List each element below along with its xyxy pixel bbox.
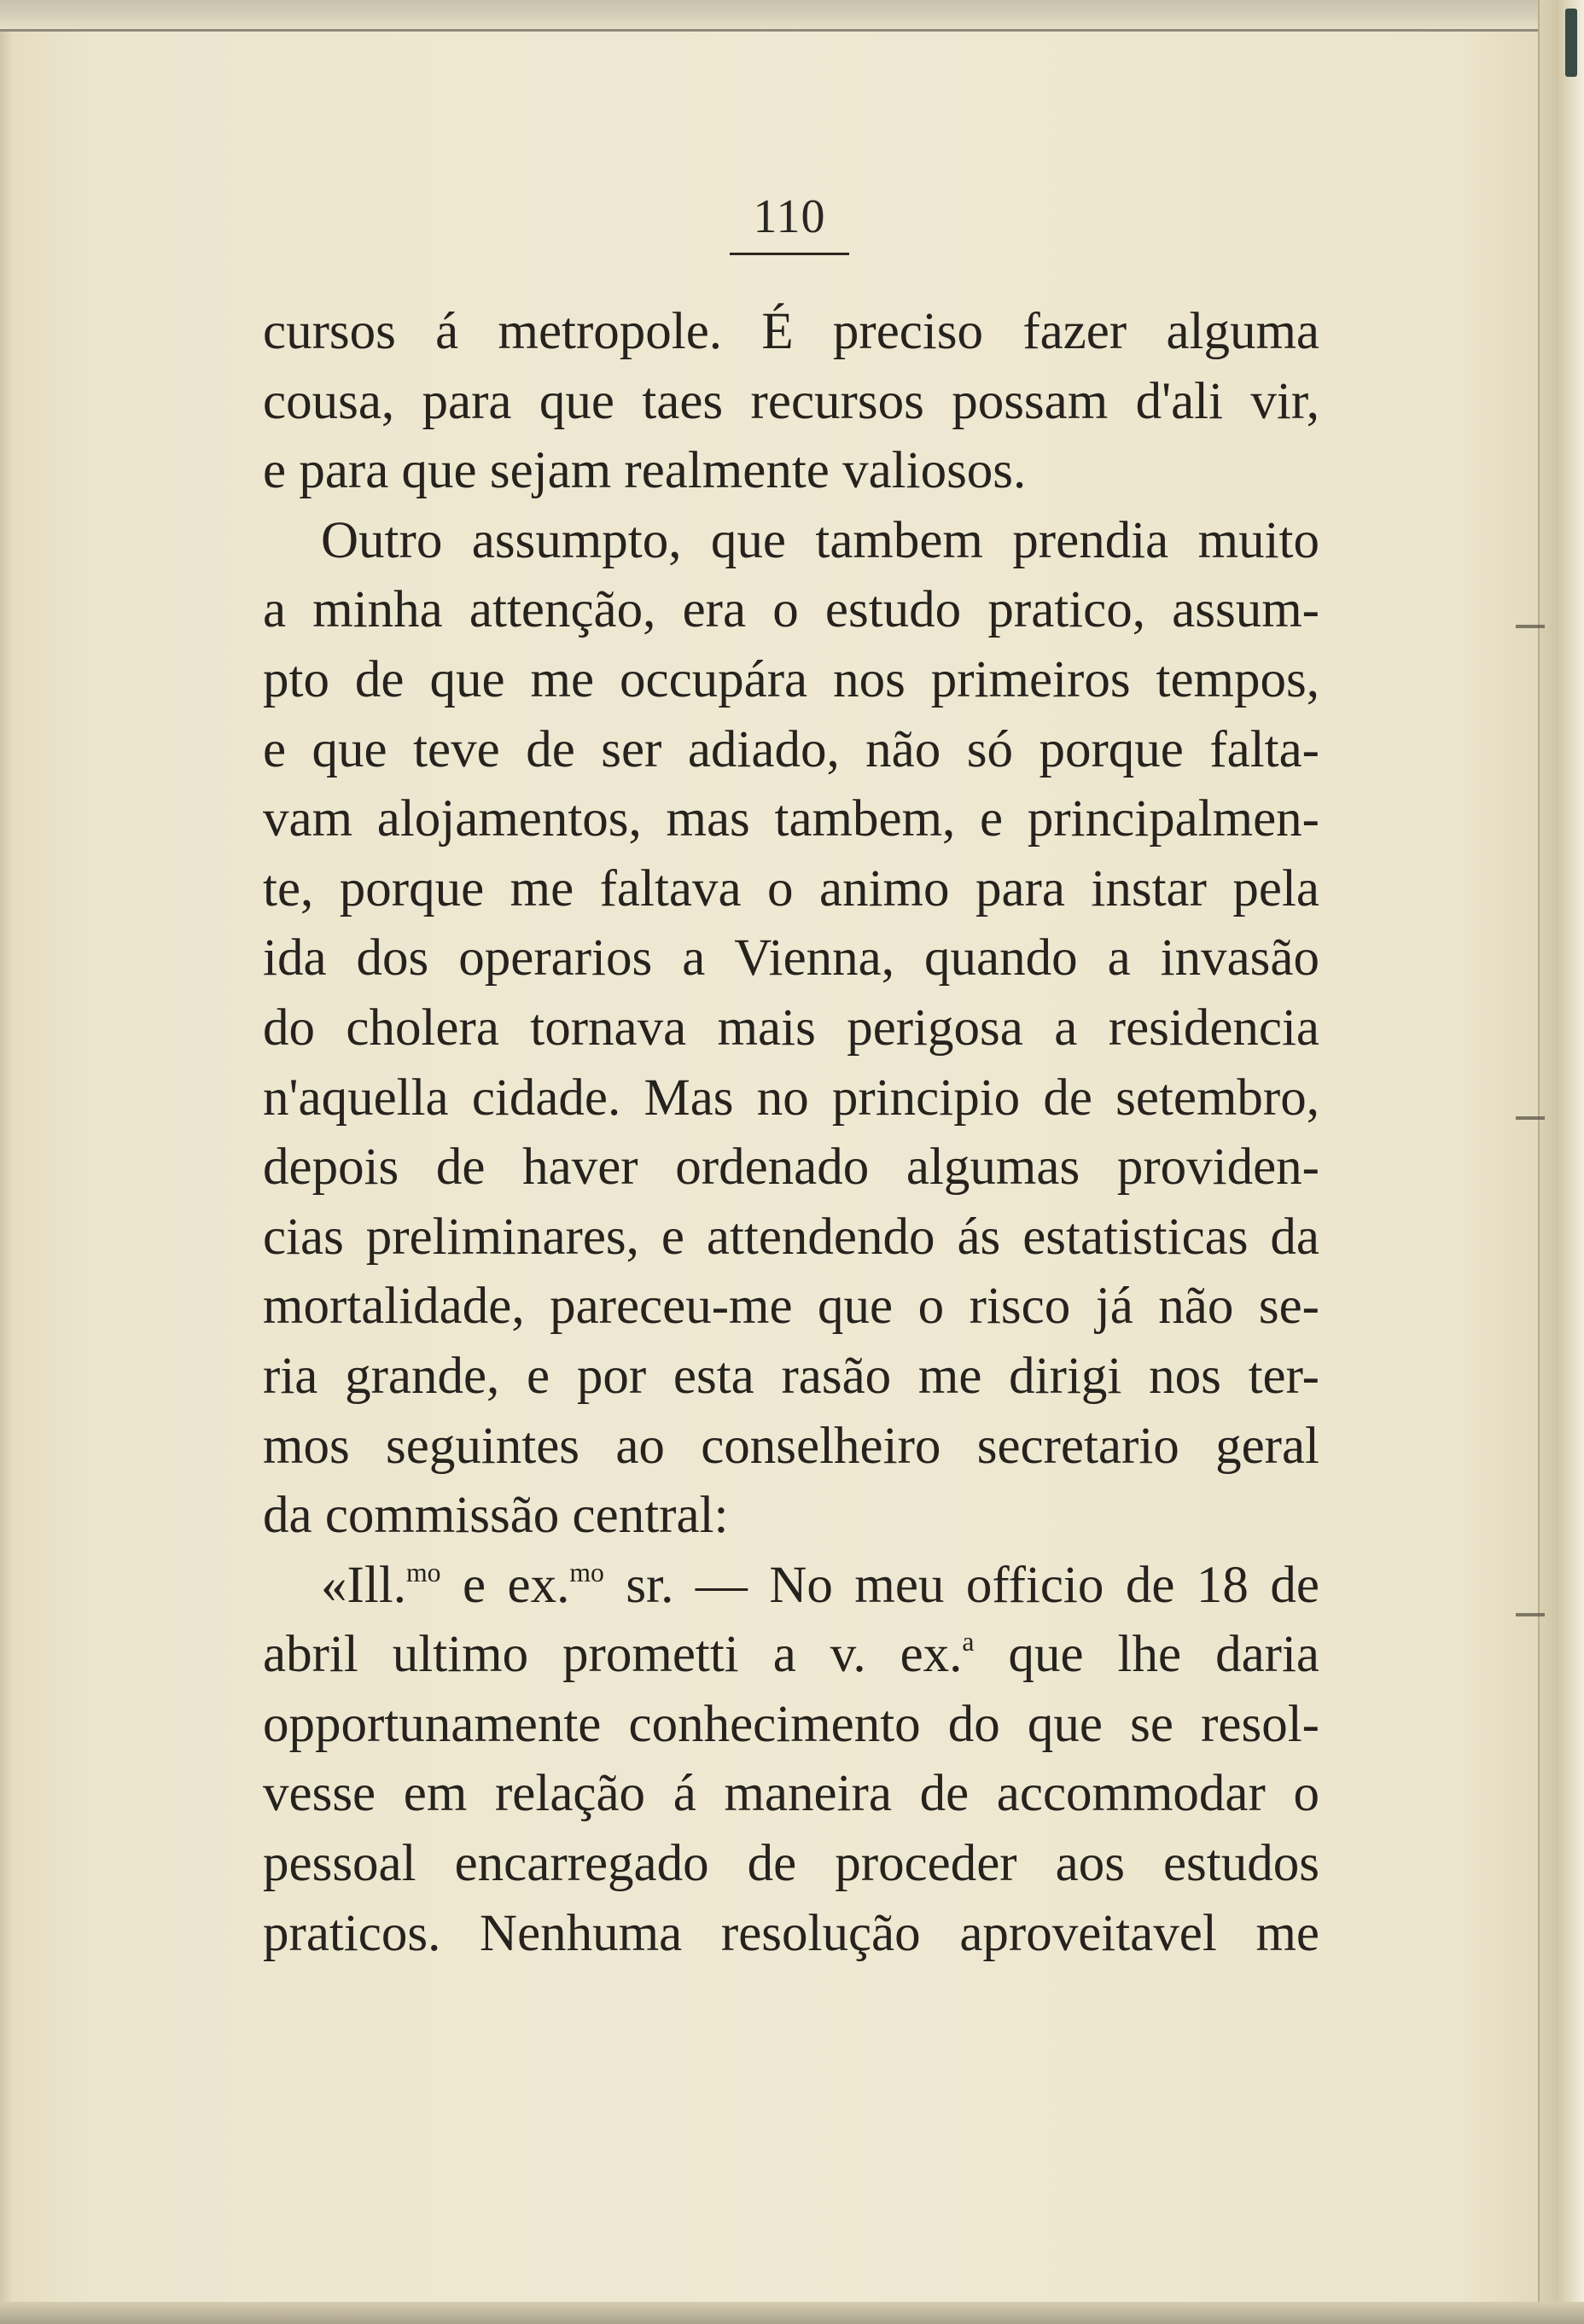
text-line: mos seguintes ao conselheiro secretario geral [263,1417,1319,1475]
binding-tab [1565,9,1577,77]
text-line: mortalidade, pareceu-me que o risco já não se- [263,1278,1319,1336]
text-line: vam alojamentos, mas tambem, e principalmen- [263,790,1319,848]
superscript: mo [569,1557,604,1587]
text-line: e que teve de ser adiado, não só porque falta- [263,720,1319,778]
text-line: praticos. Nenhuma resolução aproveitavel me [263,1904,1319,1962]
letter-opening-line [263,1551,1319,1621]
text-line: e para que sejam realmente valiosos. [263,442,1027,500]
page-bottom-edge [0,2302,1584,2324]
text-line: ida dos operarios a Vienna, quando a invasão [263,929,1319,987]
margin-mark [1516,1613,1545,1616]
superscript: a [962,1627,975,1657]
text-line: vesse em relação á maneira de accommodar o [263,1765,1319,1823]
page-right-edge [1538,0,1584,2324]
letter-salutation-mid: e ex. [440,1556,570,1614]
text-line: ria grande, e por esta rasão me dirigi nos ter- [263,1347,1319,1405]
text-line: da commissão central: [263,1487,729,1545]
text-line: cias preliminares, e attendendo ás estatisticas da [263,1208,1319,1266]
letter-salutation-rest: sr. — No meu officio de 18 de [603,1556,1320,1614]
page-number: 110 [753,190,826,243]
body-text [263,297,1319,1968]
margin-mark [1516,625,1545,628]
text-line: pto de que me occupára nos primeiros tempos, [263,650,1319,708]
text-line: opportunamente conhecimento do que se resol- [263,1695,1319,1753]
superscript: mo [405,1557,441,1587]
margin-mark [1516,1116,1545,1120]
text-line: a minha attenção, era o estudo pratico, assum- [263,581,1319,639]
text-line: te, porque me faltava o animo para instar pela [263,859,1319,917]
text-line [263,1620,1319,1690]
text-line: cursos á metropole. É preciso fazer alguma [263,303,1319,360]
text-fragment: que lhe daria [974,1626,1319,1684]
text-line: cousa, para que taes recursos possam d'ali vir, [263,372,1319,430]
text-line: do cholera tornava mais perigosa a residencia [263,999,1319,1057]
text-fragment: abril ultimo prometti a v. ex. [263,1626,963,1684]
text-line: Outro assumpto, que tambem prendia muito [321,511,1319,569]
page-top-edge [0,0,1584,32]
letter-salutation: «Ill. [321,1556,406,1614]
header-rule [730,253,849,255]
text-line: depois de haver ordenado algumas providen- [263,1139,1319,1197]
text-line: n'aquella cidade. Mas no principio de setembro, [263,1069,1319,1127]
text-line: pessoal encarregado de proceder aos estudos [263,1835,1319,1893]
page-left-edge [0,0,12,2324]
